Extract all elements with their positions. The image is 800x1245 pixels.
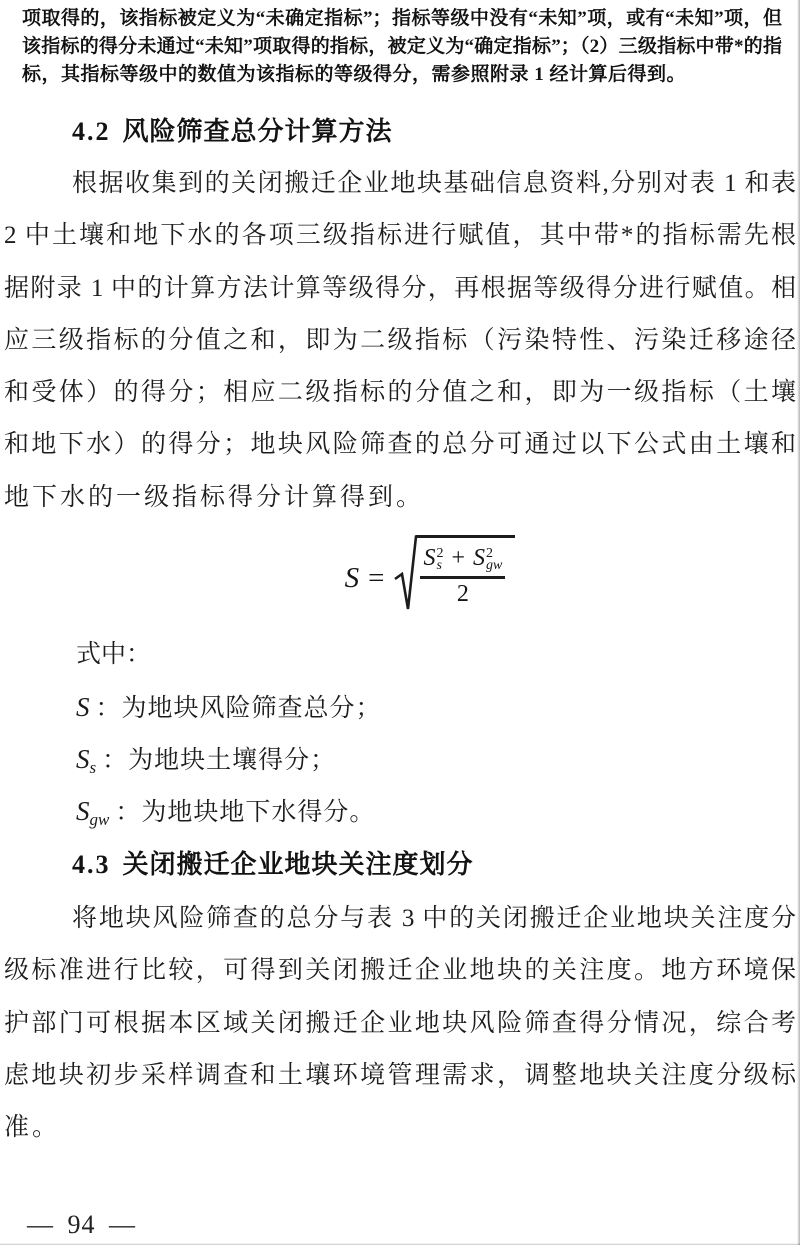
text-line: 和受体）的得分；相应二级指标的分值之和，即为一级指标（土壤 <box>4 379 796 407</box>
text-line: 项取得的，该指标被定义为“未确定指标”；指标等级中没有“未知”项，或有“未知”项，但 <box>22 8 782 29</box>
text-line: 标，其指标等级中的数值为该指标的等级得分，需参照附录 1 经计算后得到。 <box>22 64 687 85</box>
text-line: 应三级指标的分值之和，即为二级指标（污染特性、污染迁移途径 <box>4 326 796 354</box>
page-number: — 94 — <box>27 1210 136 1239</box>
text-line: 该指标的得分未通过“未知”项取得的指标，被定义为“确定指标”；（2）三级指标中带*的指 <box>22 36 782 57</box>
fraction-numerator: S 2 s + S 2 gw <box>423 545 503 573</box>
fraction-denominator: 2 <box>420 576 505 609</box>
equation-lhs: S = <box>344 562 385 594</box>
text-line: 和地下水）的得分；地块风险筛查的总分可通过以下公式由土壤和 <box>4 431 796 459</box>
formula-block <box>0 533 800 613</box>
text-line: 级标准进行比较，可得到关闭搬迁企业地块的关注度。地方环境保 <box>4 957 796 985</box>
where-label: 式中： <box>76 641 152 668</box>
definition-S: S ：为地块风险筛查总分； <box>76 692 382 722</box>
section-heading-4-3 <box>72 849 474 880</box>
radicand <box>416 535 515 609</box>
fraction <box>420 545 505 609</box>
section-heading-4-2 <box>72 116 393 147</box>
intro-paragraph <box>22 5 782 89</box>
definition-Ss: Ss ：为地块土壤得分； <box>76 744 337 777</box>
paragraph-4-2 <box>4 158 796 524</box>
section-title: 关闭搬迁企业地块关注度划分 <box>122 849 474 879</box>
text-line: 将地块风险筛查的总分与表 3 中的关闭搬迁企业地块关注度分 <box>72 905 796 932</box>
var-Ss: S <box>423 545 436 571</box>
text-line: 准。 <box>4 1114 61 1142</box>
var-Sgw: S <box>473 545 486 571</box>
text-line: 地下水的一级指标得分计算得到。 <box>4 483 425 511</box>
text-line: 根据收集到的关闭搬迁企业地块基础信息资料,分别对表 1 和表 <box>72 170 796 197</box>
text-line: 护部门可根据本区域关闭搬迁企业地块风险筛查得分情况，综合考 <box>4 1009 796 1037</box>
paragraph-4-3 <box>4 893 796 1154</box>
section-number: 4.3 <box>72 850 111 879</box>
equation <box>345 533 516 613</box>
text-line: 据附录 1 中的计算方法计算等级得分，再根据等级得分进行赋值。相 <box>4 274 796 302</box>
section-title: 风险筛查总分计算方法 <box>122 116 393 146</box>
square-root <box>393 533 515 613</box>
definition-Sgw: Sgw ：为地块地下水得分。 <box>76 796 376 829</box>
text-line: 虑地块初步采样调查和土壤环境管理需求，调整地块关注度分级标 <box>4 1061 796 1089</box>
text-line: 2 中土壤和地下水的各项三级指标进行赋值，其中带*的指标需先根 <box>4 222 796 250</box>
section-number: 4.2 <box>72 117 111 146</box>
